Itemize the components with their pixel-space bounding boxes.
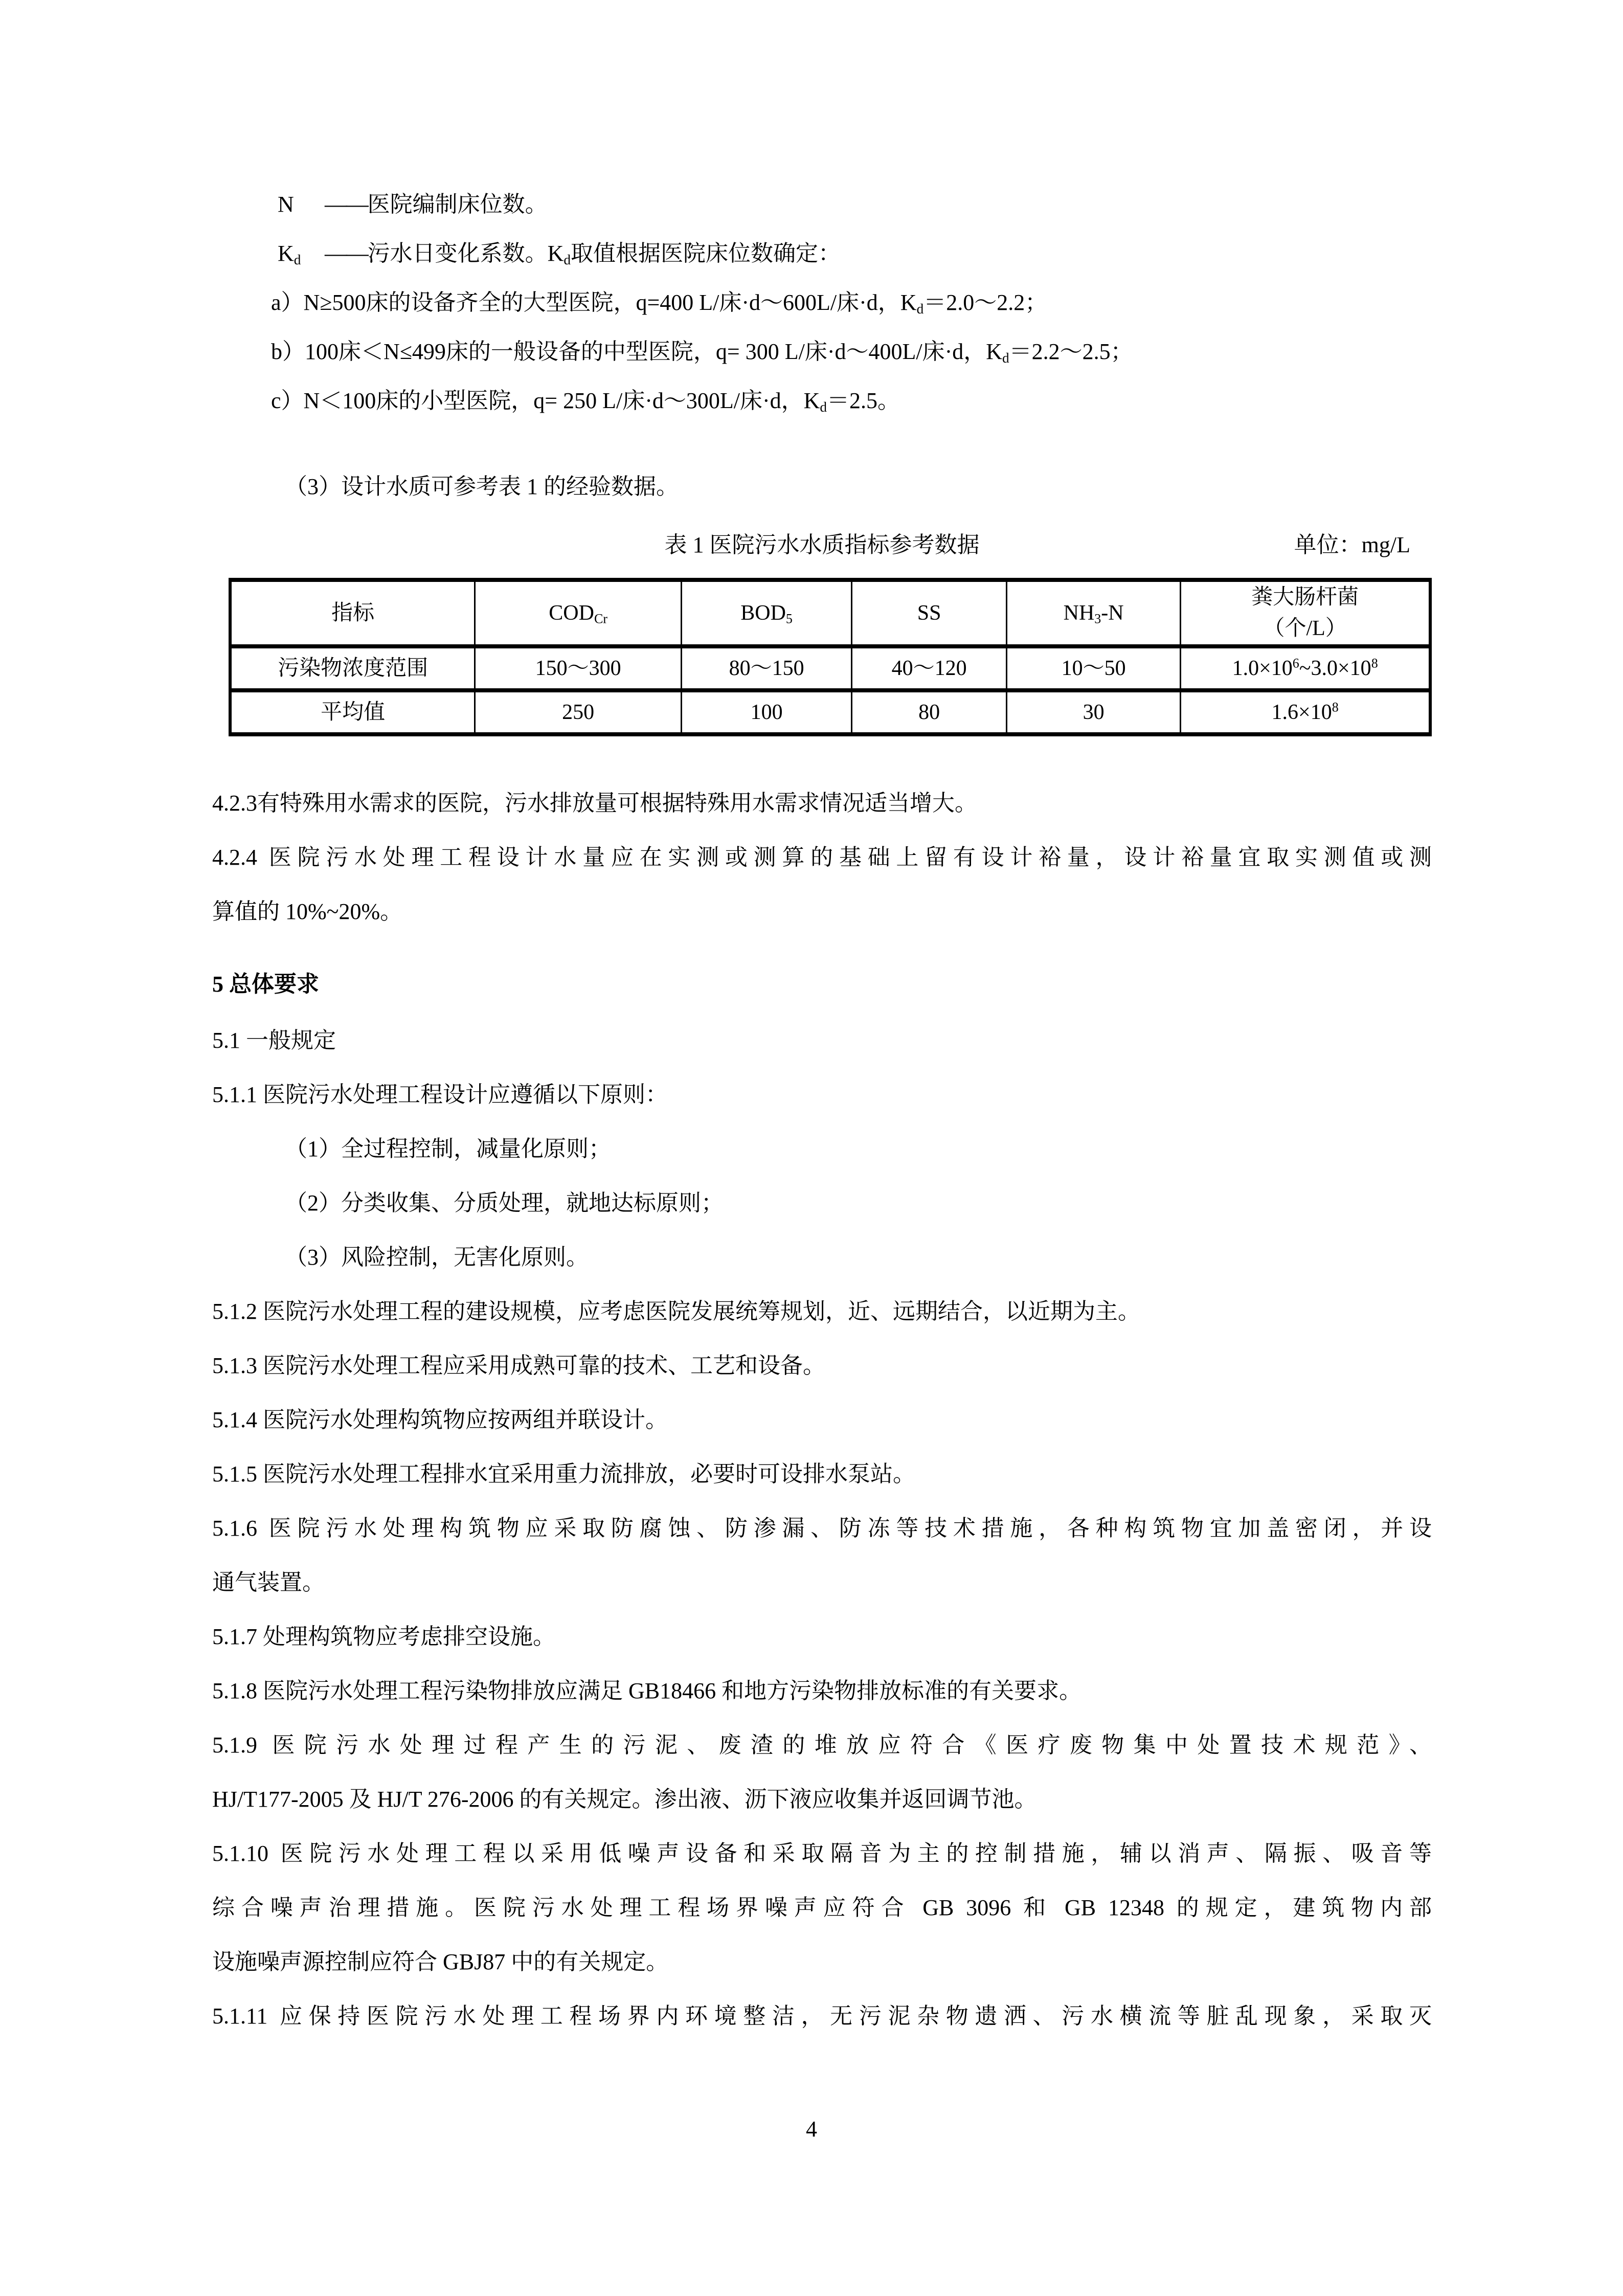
definition-line-n (212, 180, 1432, 229)
para-5-1-1: 5.1.1 医院污水处理工程设计应遵循以下原则： (212, 1082, 668, 1107)
col-header-fecal-coliform: 粪大肠杆菌 （个/L） (1181, 580, 1430, 646)
para-5-1-4: 5.1.4 医院污水处理构筑物应按两组并联设计。 (212, 1407, 668, 1432)
item-c: c）N＜100床的小型医院，q= 250 L/床·d～300L/床·d，$K_d=2.5$。 (271, 388, 900, 415)
para-5-1-6-line1: 5.1.6 医院污水处理构筑物应采取防腐蚀、防渗漏、防冻等技术措施，各种构筑物宜加盖密闭，并设 (212, 1516, 1432, 1541)
cell-fecal-range: $1.0\times 10^6\sim 3.0\times 10^8$ (1181, 646, 1430, 690)
item-b: b）100床＜N≤499床的一般设备的中型医院，q= 300 L/床·d～400L/床·d，$K_d=2.2\sim 2.5$； (271, 339, 1133, 366)
table-1-water-quality (229, 578, 1432, 736)
para-5-1-10-line3: 设施噪声源控制应符合 GBJ87 中的有关规定。 (212, 1949, 669, 1974)
subsection-5-1: 5.1 一般规定 (212, 1028, 336, 1053)
cell-bod-avg: 100 (681, 690, 851, 734)
col-header-bod: $BOD_5$ (681, 580, 851, 646)
para-4-2-4-line1: 4.2.4 医院污水处理工程设计水量应在实测或测算的基础上留有设计裕量，设计裕量宜取实测值或测 (212, 845, 1432, 870)
vertical-spacer (212, 425, 1432, 462)
cell-cod-range: 150～300 (475, 646, 682, 690)
principle-1: （1）全过程控制，减量化原则； (285, 1136, 611, 1161)
para-5-1-10-line2: 综合噪声治理措施。医院污水处理工程场界噪声应符合 GB 3096 和 GB 12348 的规定，建筑物内部 (212, 1895, 1432, 1920)
section-heading-5: 5 总体要求 (212, 972, 319, 997)
principle-3: （3）风险控制，无害化原则。 (285, 1245, 589, 1270)
cell-bod-range: 80～150 (681, 646, 851, 690)
para-5-1-9-line1: 5.1.9 医院污水处理过程产生的污泥、废渣的堆放应符合《医疗废物集中处置技术规范》、 (212, 1732, 1432, 1758)
row-label: 平均值 (230, 690, 475, 734)
definition-dash: —— (325, 241, 368, 266)
note-design-quality: （3）设计水质可参考表 1 的经验数据。 (285, 474, 679, 499)
para-5-1-9-line2: HJ/T177-2005 及 HJ/T 276-2006 的有关规定。渗出液、沥下液应收集并返回调节池。 (212, 1787, 1037, 1812)
table-caption-row (212, 521, 1432, 570)
para-5-1-10-line1: 5.1.10 医院污水处理工程以采用低噪声设备和采取隔音为主的控制措施，辅以消声、隔振、吸音等 (212, 1841, 1432, 1866)
cell-ss-range: 40～120 (852, 646, 1007, 690)
body-text (212, 776, 1432, 2043)
symbol-n: N (278, 192, 294, 217)
item-a: a）N≥500床的设备齐全的大型医院，q=400 L/床·d～600L/床·d，$K_d=2.0\sim 2.2$； (271, 290, 1048, 317)
col-header-ss: SS (852, 580, 1007, 646)
row-label: 污染物浓度范围 (230, 646, 475, 690)
para-5-1-6-line2: 通气装置。 (212, 1570, 325, 1595)
cell-ss-avg: 80 (852, 690, 1007, 734)
definition-dash: —— (325, 192, 368, 217)
cell-nh-range: 10～50 (1006, 646, 1180, 690)
para-5-1-7: 5.1.7 处理构筑物应考虑排空设施。 (212, 1624, 555, 1649)
symbol-kd: $K_d$ (278, 241, 301, 267)
table-row-average (230, 690, 1430, 734)
principle-2: （2）分类收集、分质处理，就地达标原则； (285, 1190, 724, 1215)
definition-line-kd (212, 229, 1432, 278)
para-4-2-4-line2: 算值的 10%~20%。 (212, 899, 403, 924)
cell-cod-avg: 250 (475, 690, 682, 734)
para-5-1-2: 5.1.2 医院污水处理工程的建设规模，应考虑医院发展统筹规划，近、远期结合，以近期为主。 (212, 1299, 1140, 1324)
table-header-row (230, 580, 1430, 646)
table-unit-label: 单位：mg/L (1294, 532, 1410, 557)
para-5-1-5: 5.1.5 医院污水处理工程排水宜采用重力流排放，必要时可设排水泵站。 (212, 1461, 915, 1487)
para-4-2-3: 4.2.3有特殊用水需求的医院，污水排放量可根据特殊用水需求情况适当增大。 (212, 791, 977, 816)
table-caption: 表 1 医院污水水质指标参考数据 (664, 532, 980, 557)
definition-text-kd: 污水日变化系数。$K_d$取值根据医院床位数确定： (367, 241, 841, 267)
page-content (212, 180, 1432, 2043)
col-header-nh3n: $NH_3-N$ (1006, 580, 1180, 646)
page-number: 4 (806, 2117, 817, 2142)
col-header-indicator: 指标 (230, 580, 475, 646)
definition-text-n: 医院编制床位数。 (367, 192, 548, 217)
col-header-cod: $COD_{Cr}$ (475, 580, 682, 646)
para-5-1-3: 5.1.3 医院污水处理工程应采用成熟可靠的技术、工艺和设备。 (212, 1353, 825, 1378)
para-5-1-11-line1: 5.1.11 应保持医院污水处理工程场界内环境整洁，无污泥杂物遗洒、污水横流等脏乱现象，采取灭 (212, 2004, 1432, 2029)
para-5-1-8: 5.1.8 医院污水处理工程污染物排放应满足 GB18466 和地方污染物排放标准的有关要求。 (212, 1678, 1082, 1703)
cell-fecal-avg: $1.6\times 10^8$ (1181, 690, 1430, 734)
table-row-range (230, 646, 1430, 690)
cell-nh-avg: 30 (1006, 690, 1180, 734)
